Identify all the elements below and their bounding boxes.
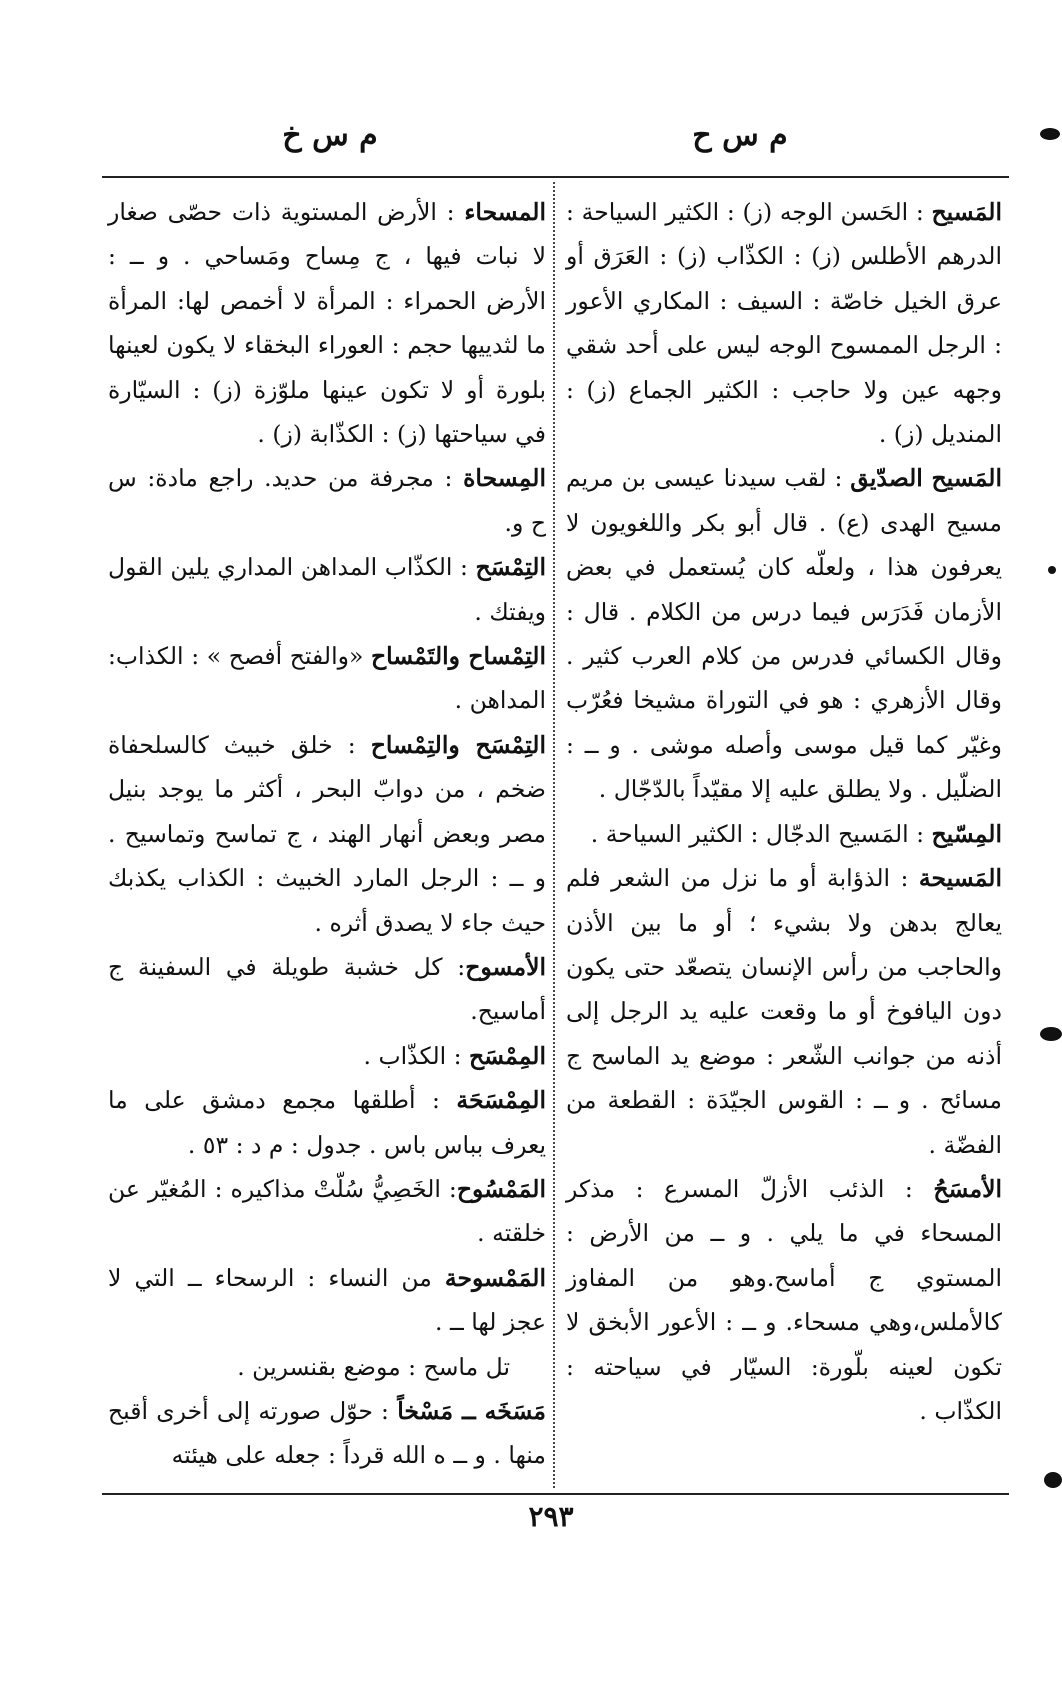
- entry-definition: : الكذّاب .: [363, 1041, 469, 1070]
- entry-headword: الأمسوح: [465, 952, 546, 981]
- left-column-heading: م س خ: [282, 118, 378, 153]
- entry-definition: : كل خشبة طويلة في السفينة ج أماسيح.: [108, 952, 546, 1026]
- entry-headword: المَمْسوحة: [444, 1263, 546, 1292]
- entry-timsah-1: [108, 545, 546, 634]
- entry-definition: : الذئب الأزلّ المسرع : مذكر المسحاء في ما يلي . و ــ من الأرض : المستوي ج أماسح.وهو من المفاوز كالأملس،وهي مسحاء. و ــ : الأعور الأبخق لا تكون لعينه بلّورة: السيّار في سياحته : الكذّاب .: [566, 1174, 1002, 1425]
- entry-mimsaha: [108, 1078, 546, 1167]
- entry-definition: : مجرفة من حديد. راجع مادة: س ح و.: [108, 464, 546, 537]
- entry-headword: المِسحاة: [463, 464, 546, 493]
- entry-definition: : أطلقها مجمع دمشق على ما يعرف بباس باس . جدول : م د : ٥٣ .: [108, 1086, 546, 1159]
- top-rule: [102, 176, 1009, 178]
- entry-definition: : المَسيح الدجّال : الكثير السياحة .: [590, 819, 932, 848]
- right-column: [566, 190, 1002, 1433]
- entry-definition: : حوّل صورته إلى أخرى أقبح منها . و ــ ه الله قرداً : جعله على هيئته: [108, 1396, 546, 1470]
- entry-headword: المِسّيح: [931, 819, 1002, 848]
- edge-ink-mark: [1048, 566, 1056, 574]
- entry-headword: المِمْسَحَة: [456, 1086, 546, 1115]
- entry-headword: المَسيح الصدّيق: [850, 464, 1002, 493]
- entry-definition: تل ماسح : موضع بقنسرين .: [237, 1352, 510, 1381]
- entry-definition: : خلق خبيث كالسلحفاة ضخم ، من دوابّ البحر ، أكثر ما يوجد بنيل مصر وبعض أنهار الهند ، ج تماسح وتماسيح . و ــ : الرجل المارد الخبيث : الكذاب يكذبك حيث جاء لا يصدق أثره .: [108, 730, 546, 937]
- edge-ink-mark: [1040, 128, 1060, 140]
- entry-mamsuha: [108, 1256, 546, 1345]
- entry-definition: : الأرض المستوية ذات حصّى صغار لا نبات فيها ، ج مِساح ومَساحي . و ــ : الأرض الحمراء : المرأة لا أخمص لها: المرأة ما لثدييها حجم : العوراء البخقاء لا يكون لعينها بلورة أو لا تكون عينها ملوّزة (ز) : السيّارة في سياحتها (ز) : الكذّابة (ز) .: [108, 198, 546, 449]
- entry-headword: المِمْسَح: [469, 1041, 546, 1070]
- entry-headword: المَسيحة: [918, 864, 1002, 893]
- entry-headword: التِمْسَح والتِمْساح: [370, 730, 546, 759]
- entry-masih: [566, 190, 1002, 456]
- column-divider: [553, 182, 555, 1488]
- entry-amsah: [566, 1167, 1002, 1433]
- entry-masiha: [566, 856, 1002, 1167]
- entry-mimsah: [108, 1034, 546, 1078]
- entry-definition: : الكذّاب المداهن المداري يلين القول ويفتك .: [108, 553, 546, 626]
- entry-definition: : الخَصِيُّ سُلّتْ مذاكيره : المُغيّر عن خلقته .: [108, 1174, 546, 1248]
- entry-headword: التِمْسَح: [475, 553, 546, 582]
- entry-timsah-2: [108, 634, 546, 723]
- entry-headword: التِمْساح والتَمْساح: [370, 642, 546, 671]
- edge-ink-mark: [1044, 1472, 1062, 1488]
- entry-definition: : لقب سيدنا عيسى بن مريم مسيح الهدى (ع) . قال أبو بكر واللغويون لا يعرفون هذا ، ولعلّه كان يُستعمل في بعض الأزمان فَدَرَس فيما درس من الكلام . قال : وقال الكسائي فدرس من كلام العرب كثير . وقال الأزهري : هو في التوراة مشيخا فعُرّب وغيّر كما قيل موسى وأصله موشى . و ــ : الضلّيل . ولا يطلق عليه إلا مقيّداً بالدّجّال .: [566, 464, 1002, 804]
- entry-masakh: [108, 1389, 546, 1478]
- entry-definition: : الذؤابة أو ما نزل من الشعر فلم يعالج بدهن ولا بشيء ؛ أو ما بين الأذن والحاجب من رأس الإنسان يتصعّد حتى يكون دون اليافوخ أو ما وقعت عليه يد الرجل إلى أذنه من جوانب الشّعر : موضع يد الماسح ج مسائح . و ــ : القوس الجيّدَة : القطعة من الفضّة .: [566, 864, 1002, 1159]
- page-number: ٢٩٣: [528, 1500, 574, 1533]
- entry-mishah: [108, 456, 546, 545]
- entry-headword: الأمسَحُ: [933, 1174, 1002, 1203]
- entry-headword: مَسَخَه ــ مَسْخاً: [397, 1396, 546, 1425]
- entry-headword: المسحاء: [464, 198, 546, 226]
- entry-mashaa: [108, 190, 546, 456]
- bottom-rule: [102, 1493, 1009, 1495]
- left-column: [108, 190, 546, 1478]
- entry-tal-masih: [108, 1345, 546, 1389]
- entry-umsuh: [108, 945, 546, 1034]
- entry-masih-siddiq: [566, 456, 1002, 811]
- edge-ink-mark: [1040, 1027, 1062, 1041]
- entry-headword: المَمْسُوح: [456, 1174, 546, 1203]
- right-column-heading: م س ح: [692, 118, 788, 153]
- entry-timsah-3: [108, 723, 546, 945]
- entry-definition: : الحَسن الوجه (ز) : الكثير السياحة : الدرهم الأطلس (ز) : الكذّاب (ز) : العَرَق أو عرق الخيل خاصّة : السيف : المكاري الأعور : الرجل الممسوح الوجه ليس على أحد شقي وجهه عين ولا حاجب : الكثير الجماع (ز) : المنديل (ز) .: [566, 198, 1002, 449]
- entry-mamsuh: [108, 1167, 546, 1256]
- entry-definition: «والفتح أفصح » : الكذاب: المداهن .: [108, 642, 546, 715]
- entry-definition: من النساء : الرسحاء ــ التي لا عجز لها ــ .: [108, 1263, 546, 1337]
- entry-missih: [566, 812, 1002, 856]
- entry-headword: المَسيح: [931, 198, 1002, 226]
